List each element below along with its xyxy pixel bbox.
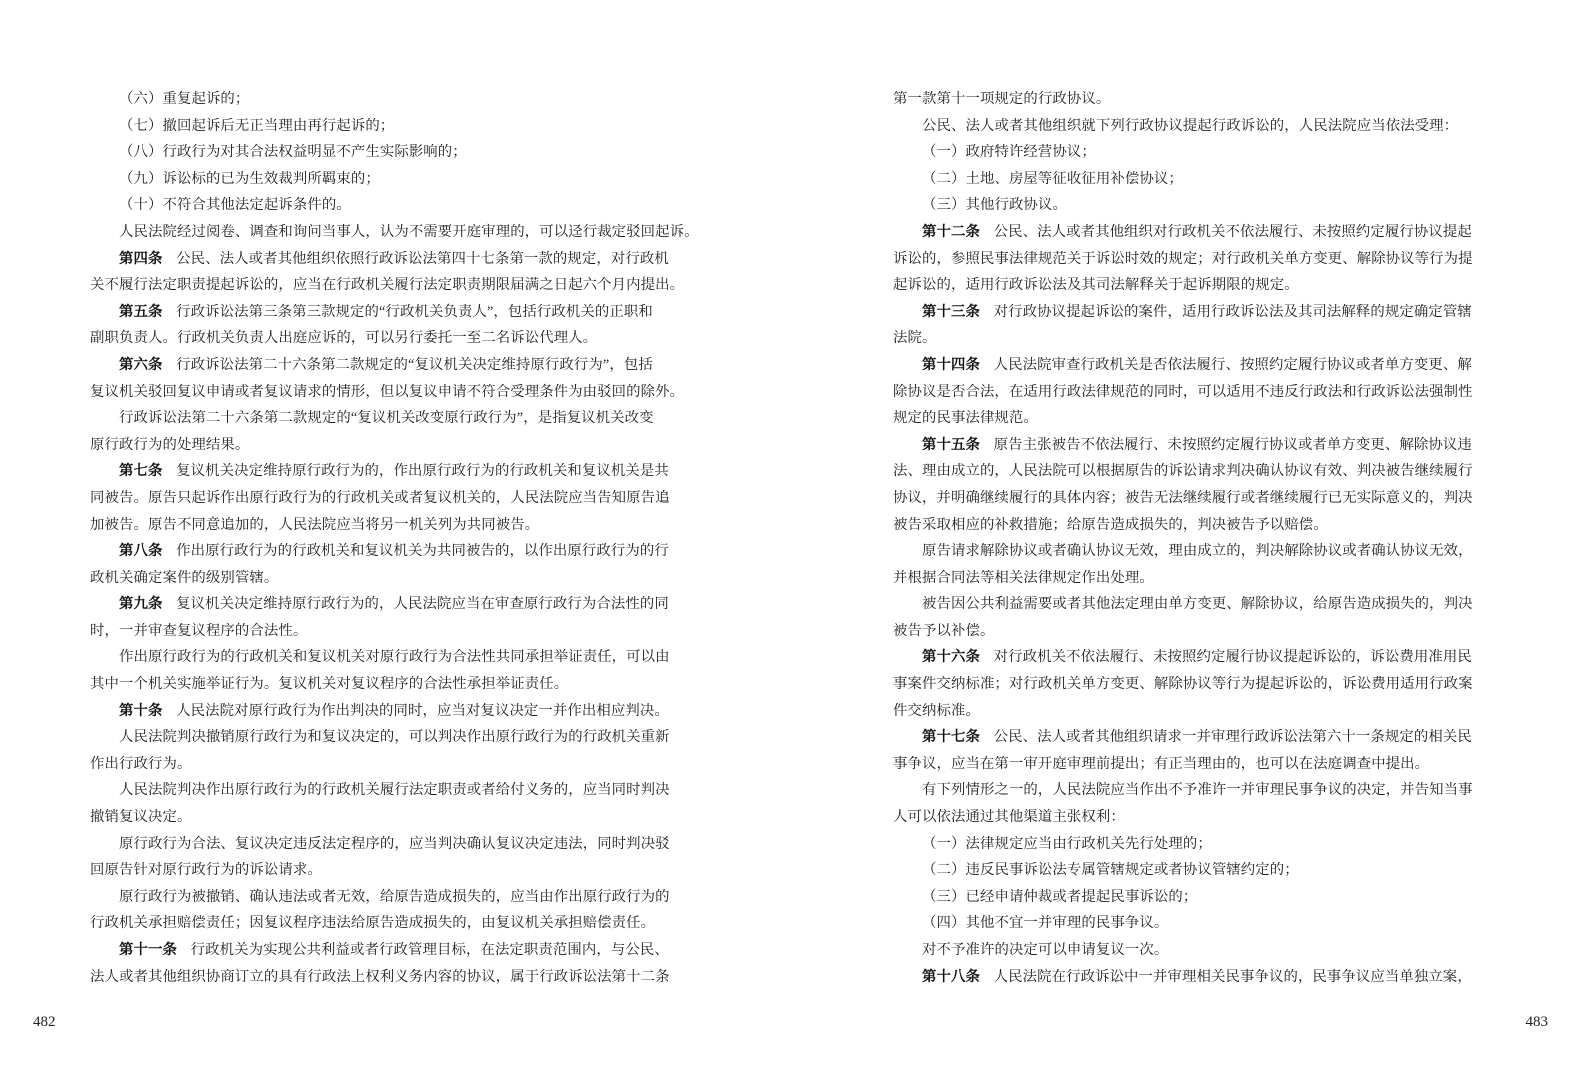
line-text: 件交纳标准。: [893, 702, 980, 719]
text-line: [893, 884, 1505, 911]
article-number: 第五条: [119, 303, 163, 320]
line-text: （一）法律规定应当由行政机关先行处理的；: [922, 835, 1212, 852]
text-line: [893, 458, 1505, 485]
article-number: 第六条: [119, 356, 163, 373]
text-line: [90, 884, 702, 911]
text-line: [893, 352, 1505, 379]
line-text: 公民、法人或者其他组织就下列行政协议提起行政诉讼的，人民法院应当依法受理：: [922, 117, 1459, 134]
text-line: [893, 432, 1505, 459]
line-text: 人民法院判决撤销原行政行为和复议决定的，可以判决作出原行政行为的行政机关重新: [119, 729, 670, 746]
text-line: [90, 831, 702, 858]
text-line: [90, 964, 702, 991]
text-line: [90, 352, 702, 379]
line-text: 行政诉讼法第二十六条第二款规定的“复议机关改变原行政行为”，是指复议机关改变: [119, 410, 654, 427]
text-line: [90, 246, 702, 273]
text-line: [90, 139, 702, 166]
line-text: 公民、法人或者其他组织依照行政诉讼法第四十七条第一款的规定，对行政机: [176, 250, 669, 267]
line-text: 事争议，应当在第一审开庭审理前提出；有正当理由的，也可以在法庭调查中提出。: [893, 755, 1430, 772]
line-text: 复议机关驳回复议申请或者复议请求的情形，但以复议申请不符合受理条件为由驳回的除外。: [90, 383, 685, 400]
text-line: [90, 166, 702, 193]
line-text: 法、理由成立的，人民法院可以根据原告的诉讼请求判决确认协议有效、判决被告继续履行: [893, 463, 1473, 480]
line-text: （六）重复起诉的；: [119, 91, 250, 107]
article-number: 第十条: [119, 702, 163, 719]
text-line: [893, 964, 1505, 991]
line-text: （二）土地、房屋等征收征用补偿协议；: [922, 170, 1183, 187]
line-text: （三）已经申请仲裁或者提起民事诉讼的；: [922, 888, 1198, 905]
article-number: 第七条: [119, 463, 163, 480]
page-483: [793, 0, 1586, 1077]
line-text: 复议机关决定维持原行政行为的，人民法院应当在审查原行政行为合法性的同: [176, 596, 669, 613]
line-text: （一）政府特许经营协议；: [922, 144, 1096, 161]
text-line: [90, 698, 702, 725]
line-text: 其中一个机关实施举证行为。复议机关对复议程序的合法性承担举证责任。: [90, 676, 569, 693]
line-text: （二）违反民事诉讼法专属管辖规定或者协议管辖约定的；: [922, 862, 1299, 879]
text-line: [893, 804, 1505, 831]
line-text: 政机关确定案件的级别管辖。: [90, 569, 279, 586]
text-line: [90, 644, 702, 671]
text-line: [90, 113, 702, 140]
line-text: 原行政行为的处理结果。: [90, 436, 250, 453]
text-line: [90, 538, 702, 565]
line-text: 公民、法人或者其他组织对行政机关不依法履行、未按照约定履行协议提起: [993, 223, 1472, 240]
line-text: （八）行政行为对其合法权益明显不产生实际影响的；: [119, 144, 467, 161]
article-number: 第十三条: [922, 303, 980, 320]
text-line: [893, 538, 1505, 565]
text-line: [893, 937, 1505, 964]
line-text: 作出行政行为。: [90, 755, 192, 772]
text-line: [893, 113, 1505, 140]
line-text: 行政机关承担赔偿责任；因复议程序违法给原告造成损失的，由复议机关承担赔偿责任。: [90, 915, 656, 932]
page-483-text-column: [893, 86, 1505, 990]
article-number: 第四条: [119, 250, 163, 267]
article-number: 第十五条: [922, 436, 980, 453]
text-line: [893, 512, 1505, 539]
article-number: 第十一条: [119, 942, 177, 958]
line-text: 除协议是否合法，在适用行政法律规范的同时，可以适用不违反行政法和行政诉讼法强制性: [893, 383, 1473, 400]
article-number: 第十七条: [922, 729, 980, 746]
line-text: 原行政行为被撤销、确认违法或者无效，给原告造成损失的，应当由作出原行政行为的: [119, 888, 670, 905]
line-text: 被告因公共利益需要或者其他法定理由单方变更、解除协议，给原告造成损失的，判决: [922, 596, 1473, 613]
line-text: 复议机关决定维持原行政行为的，作出原行政行为的行政机关和复议机关是共: [176, 463, 669, 480]
line-text: 对行政协议提起诉讼的案件，适用行政诉讼法及其司法解释的规定确定管辖: [993, 303, 1472, 320]
line-text: （七）撤回起诉后无正当理由再行起诉的；: [119, 117, 395, 134]
article-number: 第十六条: [922, 649, 980, 666]
line-text: （九）诉讼标的已为生效裁判所羁束的；: [119, 170, 380, 187]
text-line: [893, 405, 1505, 432]
line-text: 人民法院经过阅卷、调查和询问当事人，认为不需要开庭审理的，可以迳行裁定驳回起诉。: [119, 223, 699, 240]
text-line: [90, 937, 702, 964]
line-text: 副职负责人。行政机关负责人出庭应诉的，可以另行委托一至二名诉讼代理人。: [90, 330, 598, 347]
line-text: 原告请求解除协议或者确认协议无效，理由成立的，判决解除协议或者确认协议无效，: [922, 543, 1473, 560]
text-line: [893, 671, 1505, 698]
article-number: 第十四条: [922, 356, 980, 373]
text-line: [893, 166, 1505, 193]
article-number: 第九条: [119, 596, 163, 613]
page-number-right: 483: [1525, 1014, 1548, 1030]
text-line: [90, 565, 702, 592]
line-text: 原告主张被告不依法履行、未按照约定履行协议或者单方变更、解除协议违: [993, 436, 1472, 453]
text-line: [90, 724, 702, 751]
line-text: （三）其他行政协议。: [922, 197, 1067, 214]
line-text: 撤销复议决定。: [90, 809, 192, 826]
line-text: 法院。: [893, 330, 937, 347]
text-line: [90, 910, 702, 937]
text-line: [90, 325, 702, 352]
line-text: 关不履行法定职责提起诉讼的，应当在行政机关履行法定职责期限届满之日起六个月内提出。: [90, 277, 685, 294]
line-text: 对行政机关不依法履行、未按照约定履行协议提起诉讼的，诉讼费用准用民: [993, 649, 1472, 666]
line-text: 时，一并审查复议程序的合法性。: [90, 622, 308, 639]
line-text: 行政机关为实现公共利益或者行政管理目标，在法定职责范围内，与公民、: [190, 942, 669, 958]
text-line: [90, 379, 702, 406]
text-line: [90, 86, 702, 113]
text-line: [893, 857, 1505, 884]
text-line: [893, 698, 1505, 725]
line-text: 协议，并明确继续履行的具体内容；被告无法继续履行或者继续履行已无实际意义的，判决: [893, 489, 1473, 506]
text-line: [893, 724, 1505, 751]
line-text: 加被告。原告不同意追加的，人民法院应当将另一机关列为共同被告。: [90, 516, 540, 533]
line-text: 被告予以补偿。: [893, 622, 995, 639]
text-line: [90, 272, 702, 299]
line-text: 人民法院审查行政机关是否依法履行、按照约定履行协议或者单方变更、解: [993, 356, 1472, 373]
text-line: [90, 804, 702, 831]
page-482-text-column: [90, 86, 702, 990]
text-line: [90, 458, 702, 485]
line-text: 公民、法人或者其他组织请求一并审理行政诉讼法第六十一条规定的相关民: [993, 729, 1472, 746]
text-line: [893, 325, 1505, 352]
line-text: 人民法院在行政诉讼中一并审理相关民事争议的，民事争议应当单独立案，: [993, 968, 1472, 985]
text-line: [90, 751, 702, 778]
text-line: [893, 831, 1505, 858]
text-line: [893, 751, 1505, 778]
text-line: [893, 644, 1505, 671]
line-text: 同被告。原告只起诉作出原行政行为的行政机关或者复议机关的，人民法院应当告知原告追: [90, 489, 670, 506]
line-text: 回原告针对原行政行为的诉讼请求。: [90, 862, 322, 879]
text-line: [893, 86, 1505, 113]
article-number: 第十二条: [922, 223, 980, 240]
line-text: 行政诉讼法第三条第三款规定的“行政机关负责人”，包括行政机关的正职和: [176, 303, 653, 320]
line-text: 原行政行为合法、复议决定违反法定程序的，应当判决确认复议决定违法，同时判决驳: [119, 835, 670, 852]
text-line: [893, 565, 1505, 592]
line-text: 起诉讼的，适用行政诉讼法及其司法解释关于起诉期限的规定。: [893, 277, 1299, 294]
line-text: 事案件交纳标准；对行政机关单方变更、解除协议等行为提起诉讼的，诉讼费用适用行政案: [893, 676, 1473, 693]
line-text: 作出原行政行为的行政机关和复议机关为共同被告的，以作出原行政行为的行: [176, 543, 669, 560]
line-text: 对不予准许的决定可以申请复议一次。: [922, 942, 1169, 958]
text-line: [893, 192, 1505, 219]
text-line: [893, 485, 1505, 512]
text-line: [893, 139, 1505, 166]
line-text: 行政诉讼法第二十六条第二款规定的“复议机关决定维持原行政行为”，包括: [176, 356, 653, 373]
line-text: 规定的民事法律规范。: [893, 410, 1038, 427]
text-line: [90, 485, 702, 512]
text-line: [90, 432, 702, 459]
page-482: [0, 0, 793, 1077]
line-text: 人民法院对原行政行为作出判决的同时，应当对复议决定一并作出相应判决。: [176, 702, 669, 719]
text-line: [893, 272, 1505, 299]
text-line: [90, 219, 702, 246]
line-text: （十）不符合其他法定起诉条件的。: [119, 197, 351, 214]
text-line: [893, 618, 1505, 645]
text-line: [90, 192, 702, 219]
text-line: [90, 299, 702, 326]
text-line: [90, 405, 702, 432]
line-text: 作出原行政行为的行政机关和复议机关对原行政行为合法性共同承担举证责任，可以由: [119, 649, 670, 666]
line-text: 诉讼的，参照民事法律规范关于诉讼时效的规定；对行政机关单方变更、解除协议等行为提: [893, 250, 1473, 267]
text-line: [90, 857, 702, 884]
text-line: [893, 299, 1505, 326]
line-text: 法人或者其他组织协商订立的具有行政法上权利义务内容的协议，属于行政诉讼法第十二条: [90, 968, 670, 985]
text-line: [90, 777, 702, 804]
text-line: [893, 777, 1505, 804]
text-line: [90, 591, 702, 618]
line-text: 被告采取相应的补救措施；给原告造成损失的，判决被告予以赔偿。: [893, 516, 1328, 533]
text-line: [90, 671, 702, 698]
article-number: 第八条: [119, 543, 163, 560]
text-line: [893, 591, 1505, 618]
line-text: 并根据合同法等相关法律规定作出处理。: [893, 569, 1154, 586]
text-line: [90, 512, 702, 539]
article-number: 第十八条: [922, 968, 980, 985]
text-line: [893, 246, 1505, 273]
line-text: 人可以依法通过其他渠道主张权利：: [893, 809, 1125, 826]
line-text: 有下列情形之一的，人民法院应当作出不予准许一并审理民事争议的决定，并告知当事: [922, 782, 1473, 799]
page-number-left: 482: [33, 1014, 56, 1030]
line-text: 人民法院判决作出原行政行为的行政机关履行法定职责或者给付义务的，应当同时判决: [119, 782, 670, 799]
text-line: [893, 910, 1505, 937]
line-text: 第一款第十一项规定的行政协议。: [893, 91, 1111, 107]
line-text: （四）其他不宜一并审理的民事争议。: [922, 915, 1169, 932]
text-line: [90, 618, 702, 645]
text-line: [893, 379, 1505, 406]
text-line: [893, 219, 1505, 246]
